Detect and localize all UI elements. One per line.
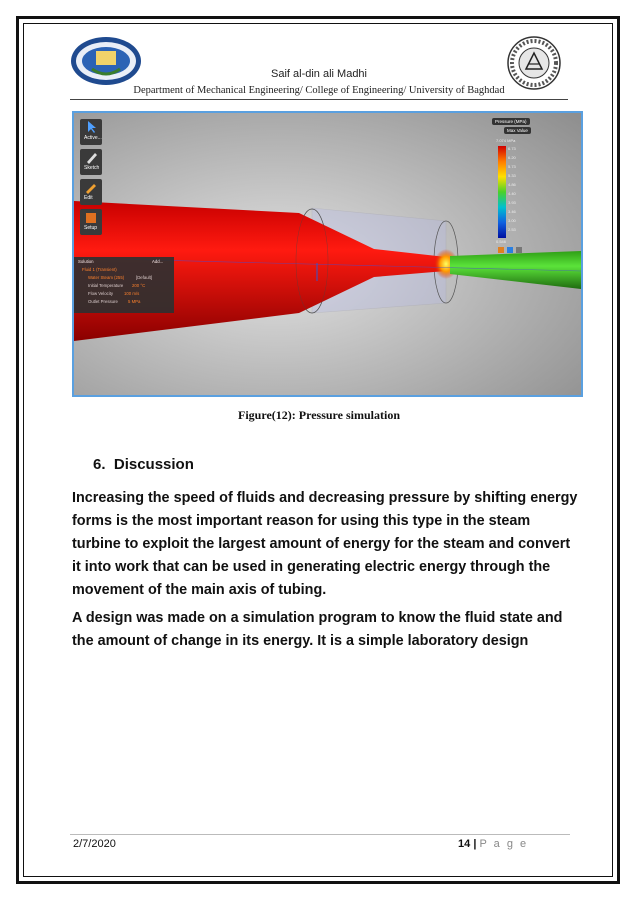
tool-setup-label: Setup [84, 225, 98, 231]
section-heading [93, 456, 194, 473]
section-title: Discussion [113, 456, 194, 473]
legend-quantity-dropdown[interactable]: Pressure (MPa) [492, 118, 530, 125]
brush-icon [80, 179, 102, 195]
legend-tick: 3.93 [508, 200, 516, 205]
section-number: 6. [93, 456, 106, 473]
figure-caption: Figure(12): Pressure simulation [238, 408, 400, 422]
tool-edit-label: Edit [84, 195, 93, 201]
cursor-icon [80, 119, 102, 135]
tool-setup-button[interactable] [80, 209, 102, 235]
tree-item-outlet-pressure-value: 5 MPa [128, 299, 141, 304]
legend-tick: 4.40 [508, 191, 516, 196]
legend-settings-icon[interactable] [498, 247, 504, 253]
page-word: P a g e [479, 838, 529, 850]
header-divider [70, 99, 568, 100]
legend-tick: 2.53 [508, 227, 516, 232]
solution-label[interactable]: Solution [78, 259, 94, 264]
pencil-icon [80, 149, 102, 165]
pressure-simulation-figure [72, 111, 583, 397]
page-number: 14 [458, 838, 471, 850]
tree-item-fluid-material-tag: [Default] [136, 275, 153, 280]
tool-edit-button[interactable] [80, 179, 102, 205]
college-logo-right [505, 36, 563, 90]
discussion-paragraph-2: A design was made on a simulation program to know the fluid state and the amount of change in its energy. It is a simple laboratory design [72, 610, 563, 649]
tree-item-flow-velocity-value: 100 m/s [124, 291, 140, 296]
setup-icon [80, 209, 102, 225]
legend-mode-dropdown[interactable]: Max Value [504, 127, 531, 134]
tree-item-initial-temperature[interactable]: Initial Temperature [88, 283, 124, 288]
legend-tick: 6.73 [508, 146, 516, 151]
discussion-paragraph-1: Increasing the speed of fluids and decreasing pressure by shifting energy forms is the most important reason for using this type in the steam turbine to exploit the largest amount of energy for the steam and convert it into work that can be used in generating electric energy through the movement of the main axis of tubing. [72, 490, 578, 598]
tool-active-label: Active... [84, 135, 102, 141]
department-line: Department of Mechanical Engineering/ College of Engineering/ University of Baghdad [133, 85, 505, 96]
tool-sketch-label: Sketch [84, 165, 100, 171]
legend-tick: 6.20 [508, 155, 516, 160]
legend-tick: 4.86 [508, 182, 516, 187]
legend-tick: 3.46 [508, 209, 516, 214]
tool-sketch-button[interactable] [80, 149, 102, 175]
fluid-node[interactable]: Fluid 1 (Transient) [82, 267, 117, 272]
tree-item-flow-velocity[interactable]: Flow Velocity [88, 291, 114, 296]
footer-divider [70, 834, 570, 835]
tool-active-button[interactable] [80, 119, 102, 145]
legend-close-icon[interactable] [516, 247, 522, 253]
footer-date: 2/7/2020 [73, 838, 116, 850]
legend-tick: 5.33 [508, 173, 516, 178]
legend-min-value: 0.546 [496, 239, 507, 244]
page-separator: | [473, 838, 477, 850]
author-name: Saif al-din ali Madhi [271, 68, 367, 80]
footer-page-number [458, 838, 528, 850]
legend-color-bar [498, 146, 506, 238]
legend-tick: 5.73 [508, 164, 516, 169]
pressure-legend [492, 118, 537, 254]
legend-tick: 3.00 [508, 218, 516, 223]
add-button[interactable]: Add... [152, 259, 164, 264]
legend-info-icon[interactable] [507, 247, 513, 253]
tree-item-fluid-material[interactable]: Water Steam (255) [88, 275, 125, 280]
tree-item-initial-temperature-value: 200 °C [132, 283, 146, 288]
tree-item-outlet-pressure[interactable]: Outlet Pressure [88, 299, 118, 304]
legend-max-value: 7.074 MPa [496, 138, 516, 143]
design-tree-panel[interactable] [74, 257, 174, 313]
